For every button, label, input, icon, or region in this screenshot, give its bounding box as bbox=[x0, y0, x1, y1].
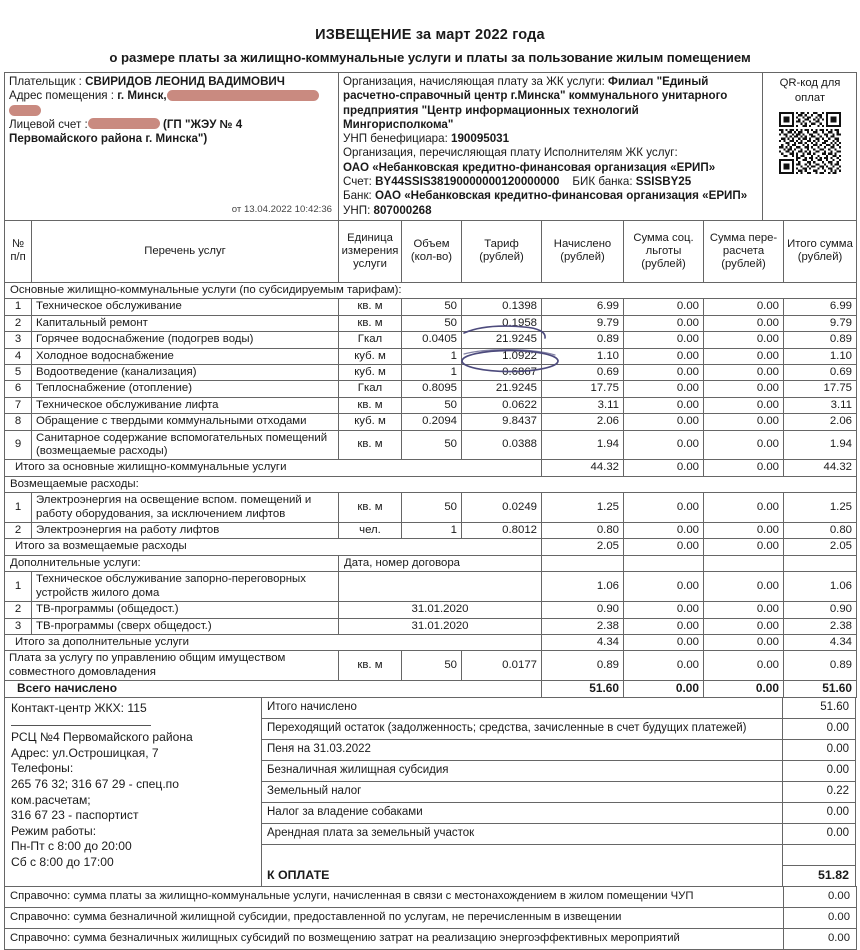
service-unit: куб. м bbox=[339, 365, 402, 381]
table-row bbox=[5, 618, 857, 634]
service-accrued: 0.69 bbox=[542, 365, 624, 381]
services-table-body bbox=[5, 282, 857, 697]
service-total: 1.94 bbox=[784, 430, 857, 460]
service-volume: 50 bbox=[402, 430, 462, 460]
service-tariff: 0.8012 bbox=[462, 523, 542, 539]
service-contract: 31.01.2020 bbox=[339, 602, 542, 618]
service-tariff: 0.0249 bbox=[462, 493, 542, 523]
subtotal-recalc: 0.00 bbox=[704, 634, 784, 650]
accruing-org-name-1: Филиал "Единый bbox=[608, 75, 709, 88]
redaction-account bbox=[88, 118, 160, 129]
service-accrued: 3.11 bbox=[542, 397, 624, 413]
row-number: 8 bbox=[5, 414, 32, 430]
col-header-service: Перечень услуг bbox=[32, 220, 339, 282]
service-unit: чел. bbox=[339, 523, 402, 539]
service-unit: кв. м bbox=[339, 315, 402, 331]
col-header-volume: Объем (кол-во) bbox=[402, 220, 462, 282]
service-recalc: 0.00 bbox=[704, 332, 784, 348]
summary-row bbox=[262, 718, 856, 739]
section-extra-label: Дополнительные услуги: bbox=[5, 555, 339, 571]
grand-total-total: 51.60 bbox=[784, 681, 857, 697]
service-name: Обращение с твердыми коммунальными отходами bbox=[32, 414, 339, 430]
service-tariff: 21.9245 bbox=[462, 381, 542, 397]
hours-line2: Сб с 8:00 до 17:00 bbox=[11, 854, 114, 869]
service-social: 0.00 bbox=[624, 348, 704, 364]
service-recalc: 0.00 bbox=[704, 315, 784, 331]
summary-value: 0.00 bbox=[783, 739, 856, 760]
subtotal-recalc: 0.00 bbox=[704, 539, 784, 555]
subtotal-total: 44.32 bbox=[784, 460, 857, 476]
bank-unp-value: 807000268 bbox=[373, 203, 432, 217]
col-header-unit: Единица измерения услуги bbox=[339, 220, 402, 282]
service-social: 0.00 bbox=[624, 332, 704, 348]
hours-line1: Пн-Пт с 8:00 до 20:00 bbox=[11, 839, 132, 854]
service-tariff: 0.1958 bbox=[462, 315, 542, 331]
subtotal-label: Итого за основные жилищно-коммунальные услуги bbox=[5, 460, 542, 476]
bank-value: ОАО «Небанковская кредитно-финансовая организация «ЕРИП» bbox=[375, 189, 748, 203]
service-social: 0.00 bbox=[624, 414, 704, 430]
service-unit: кв. м bbox=[339, 397, 402, 413]
phones-label: Телефоны: bbox=[11, 761, 74, 776]
table-row bbox=[5, 332, 857, 348]
qr-code-icon[interactable] bbox=[779, 112, 841, 174]
footnote-label: Справочно: сумма безналичных жилищных субсидий по возмещению затрат на реализацию энергоэффективных мероприятий bbox=[5, 928, 784, 949]
to-pay-value: 51.82 bbox=[783, 865, 856, 886]
subtotal-total: 4.34 bbox=[784, 634, 857, 650]
summary-label: Земельный налог bbox=[262, 781, 783, 802]
summary-row bbox=[262, 823, 856, 844]
service-name: ТВ-программы (общедост.) bbox=[32, 602, 339, 618]
service-total: 1.25 bbox=[784, 493, 857, 523]
service-total: 2.06 bbox=[784, 414, 857, 430]
service-total: 9.79 bbox=[784, 315, 857, 331]
summary-label: Безналичная жилищная субсидия bbox=[262, 760, 783, 781]
service-unit: кв. м bbox=[339, 493, 402, 523]
service-accrued: 1.94 bbox=[542, 430, 624, 460]
summary-label: Пеня на 31.03.2022 bbox=[262, 739, 783, 760]
service-total: 3.11 bbox=[784, 397, 857, 413]
row-number: 9 bbox=[5, 430, 32, 460]
summary-spacer-row bbox=[262, 844, 856, 865]
bottom-section bbox=[4, 697, 856, 887]
subtotal-accrued: 2.05 bbox=[542, 539, 624, 555]
service-name: Водоотведение (канализация) bbox=[32, 365, 339, 381]
footnote-row bbox=[5, 928, 857, 949]
table-row bbox=[5, 572, 857, 602]
row-number: 2 bbox=[5, 602, 32, 618]
col-header-recalculation: Сумма пере- расчета (рублей) bbox=[704, 220, 784, 282]
service-recalc: 0.00 bbox=[704, 381, 784, 397]
address-city: г. Минск, bbox=[117, 89, 167, 103]
service-unit: куб. м bbox=[339, 414, 402, 430]
service-total: 0.89 bbox=[784, 332, 857, 348]
summary-label: Арендная плата за земельный участок bbox=[262, 823, 783, 844]
summary-row bbox=[262, 781, 856, 802]
rsc-address: Адрес: ул.Острошицкая, 7 bbox=[11, 745, 159, 760]
accruing-org-name-4: Мингорисполкома" bbox=[343, 117, 454, 131]
account-org-line2: Первомайского района г. Минска") bbox=[9, 132, 208, 146]
transfer-org-name: ОАО «Небанковская кредитно-финансовая организация «ЕРИП» bbox=[343, 160, 716, 174]
service-social: 0.00 bbox=[624, 299, 704, 315]
service-name: Капитальный ремонт bbox=[32, 315, 339, 331]
service-recalc: 0.00 bbox=[704, 299, 784, 315]
service-total: 17.75 bbox=[784, 381, 857, 397]
qr-caption-line1: QR-код для bbox=[779, 77, 841, 89]
subtotal-label: Итого за возмещаемые расходы bbox=[5, 539, 542, 555]
hours-label: Режим работы: bbox=[11, 823, 97, 838]
service-accrued: 2.38 bbox=[542, 618, 624, 634]
service-contract: 31.01.2020 bbox=[339, 618, 542, 634]
table-row bbox=[5, 523, 857, 539]
summary-row bbox=[262, 739, 856, 760]
account-label: Лицевой счет : bbox=[9, 117, 88, 131]
service-accrued: 0.89 bbox=[542, 332, 624, 348]
service-total: 0.90 bbox=[784, 602, 857, 618]
grand-total-label: Всего начислено bbox=[5, 681, 542, 697]
service-social: 0.00 bbox=[624, 430, 704, 460]
service-volume: 50 bbox=[402, 397, 462, 413]
service-social: 0.00 bbox=[624, 572, 704, 602]
col-header-social-benefit: Сумма соц. льготы (рублей) bbox=[624, 220, 704, 282]
row-number: 6 bbox=[5, 381, 32, 397]
subtotal-label: Итого за дополнительные услуги bbox=[5, 634, 542, 650]
grand-total-row bbox=[5, 681, 857, 697]
subtotal-social: 0.00 bbox=[624, 460, 704, 476]
bic-value: SSISBY25 bbox=[635, 175, 692, 189]
service-recalc: 0.00 bbox=[704, 493, 784, 523]
bank-label: Банк: bbox=[343, 189, 372, 203]
unp-value: 190095031 bbox=[451, 132, 510, 146]
summary-label: Переходящий остаток (задолженность; средства, зачисленные в счет будущих платежей) bbox=[262, 718, 783, 739]
management-fee-accrued: 0.89 bbox=[542, 651, 624, 681]
to-pay-label: К ОПЛАТЕ bbox=[262, 865, 783, 886]
service-volume: 50 bbox=[402, 493, 462, 523]
contact-center-line: Контакт-центр ЖКХ: 115 bbox=[11, 700, 147, 715]
service-tariff: 1.0922 bbox=[462, 348, 542, 364]
table-row bbox=[5, 348, 857, 364]
section-header-extra-services bbox=[5, 555, 857, 571]
payer-label: Плательщик : bbox=[9, 75, 82, 88]
subtotal-row-extra bbox=[5, 634, 857, 650]
redaction-address-1 bbox=[167, 90, 319, 101]
service-tariff: 0.0388 bbox=[462, 430, 542, 460]
footnote-label: Справочно: сумма платы за жилищно-коммунальные услуги, начисленная в связи с местонахождением в жилом помещении ЧУП bbox=[5, 886, 784, 907]
to-pay-row bbox=[262, 865, 856, 886]
services-table bbox=[4, 220, 857, 698]
bic-label: БИК банка: bbox=[572, 175, 633, 189]
service-total: 0.69 bbox=[784, 365, 857, 381]
management-fee-recalc: 0.00 bbox=[704, 651, 784, 681]
service-total: 6.99 bbox=[784, 299, 857, 315]
table-row bbox=[5, 430, 857, 460]
row-number: 3 bbox=[5, 332, 32, 348]
grand-total-accrued: 51.60 bbox=[542, 681, 624, 697]
service-accrued: 1.25 bbox=[542, 493, 624, 523]
service-name: Техническое обслуживание лифта bbox=[32, 397, 339, 413]
service-volume: 0.0405 bbox=[402, 332, 462, 348]
subtotal-accrued: 44.32 bbox=[542, 460, 624, 476]
service-unit: куб. м bbox=[339, 348, 402, 364]
summary-row bbox=[262, 802, 856, 823]
service-total: 2.38 bbox=[784, 618, 857, 634]
subtotal-row-main bbox=[5, 460, 857, 476]
table-row bbox=[5, 315, 857, 331]
redaction-address-2 bbox=[9, 105, 41, 116]
service-accrued: 2.06 bbox=[542, 414, 624, 430]
service-recalc: 0.00 bbox=[704, 414, 784, 430]
row-number: 5 bbox=[5, 365, 32, 381]
summary-value: 0.00 bbox=[783, 718, 856, 739]
service-volume: 50 bbox=[402, 315, 462, 331]
grand-total-recalc: 0.00 bbox=[704, 681, 784, 697]
phones-line3: 316 67 23 - паспортист bbox=[11, 808, 139, 823]
service-recalc: 0.00 bbox=[704, 430, 784, 460]
summary-value: 0.00 bbox=[783, 823, 856, 844]
summary-value: 0.00 bbox=[783, 760, 856, 781]
table-row bbox=[5, 299, 857, 315]
service-social: 0.00 bbox=[624, 602, 704, 618]
service-name: Электроэнергия на работу лифтов bbox=[32, 523, 339, 539]
payer-block bbox=[5, 73, 339, 221]
service-recalc: 0.00 bbox=[704, 365, 784, 381]
service-unit: Гкал bbox=[339, 381, 402, 397]
row-number: 4 bbox=[5, 348, 32, 364]
service-name: Горячее водоснабжение (подогрев воды) bbox=[32, 332, 339, 348]
qr-caption-line2: оплат bbox=[794, 92, 826, 104]
header-info-block bbox=[4, 72, 857, 221]
col-header-number: № п/п bbox=[5, 220, 32, 282]
service-accrued: 17.75 bbox=[542, 381, 624, 397]
table-row bbox=[5, 414, 857, 430]
service-social: 0.00 bbox=[624, 493, 704, 523]
service-accrued: 0.90 bbox=[542, 602, 624, 618]
service-social: 0.00 bbox=[624, 381, 704, 397]
summary-row bbox=[262, 760, 856, 781]
contact-divider bbox=[11, 725, 151, 726]
bank-unp-label: УНП: bbox=[343, 203, 371, 217]
service-recalc: 0.00 bbox=[704, 602, 784, 618]
service-name: Электроэнергия на освещение вспом. помещений и работу оборудования, за исключением лифтов bbox=[32, 493, 339, 523]
row-number: 3 bbox=[5, 618, 32, 634]
organization-block bbox=[339, 73, 763, 221]
service-volume: 1 bbox=[402, 348, 462, 364]
accruing-org-label: Организация, начисляющая плату за ЖК услуги: bbox=[343, 75, 605, 88]
service-social: 0.00 bbox=[624, 397, 704, 413]
service-accrued: 1.10 bbox=[542, 348, 624, 364]
row-number: 2 bbox=[5, 523, 32, 539]
service-tariff: 0.0622 bbox=[462, 397, 542, 413]
accruing-org-name-3: предприятия "Центр информационных технологий bbox=[343, 103, 639, 117]
management-fee-social: 0.00 bbox=[624, 651, 704, 681]
service-name: Техническое обслуживание bbox=[32, 299, 339, 315]
service-total: 1.06 bbox=[784, 572, 857, 602]
management-fee-unit: кв. м bbox=[339, 651, 402, 681]
service-recalc: 0.00 bbox=[704, 348, 784, 364]
service-accrued: 9.79 bbox=[542, 315, 624, 331]
management-fee-tariff: 0.0177 bbox=[462, 651, 542, 681]
row-number: 2 bbox=[5, 315, 32, 331]
section-header-main-services: Основные жилищно-коммунальные услуги (по субсидируемым тарифам): bbox=[5, 282, 857, 298]
table-row bbox=[5, 493, 857, 523]
service-unit: кв. м bbox=[339, 299, 402, 315]
phones-line1: 265 76 32; 316 67 29 - спец.по bbox=[11, 776, 179, 791]
table-row bbox=[5, 365, 857, 381]
service-social: 0.00 bbox=[624, 315, 704, 331]
row-number: 1 bbox=[5, 572, 32, 602]
table-row bbox=[5, 602, 857, 618]
col-header-accrued: Начислено (рублей) bbox=[542, 220, 624, 282]
subtotal-social: 0.00 bbox=[624, 634, 704, 650]
service-social: 0.00 bbox=[624, 523, 704, 539]
bank-account-label: Счет: bbox=[343, 175, 372, 189]
account-org-line1: (ГП "ЖЭУ № 4 bbox=[162, 117, 243, 131]
subtotal-social: 0.00 bbox=[624, 539, 704, 555]
service-recalc: 0.00 bbox=[704, 572, 784, 602]
table-row bbox=[5, 381, 857, 397]
service-volume: 0.2094 bbox=[402, 414, 462, 430]
subtotal-accrued: 4.34 bbox=[542, 634, 624, 650]
payment-summary-table bbox=[261, 697, 856, 887]
service-unit: кв. м bbox=[339, 430, 402, 460]
page-title: ИЗВЕЩЕНИЕ за март 2022 года bbox=[315, 27, 545, 43]
service-tariff: 9.8437 bbox=[462, 414, 542, 430]
service-name: Холодное водоснабжение bbox=[32, 348, 339, 364]
service-tariff: 21.9245 bbox=[462, 332, 542, 348]
service-volume: 0.8095 bbox=[402, 381, 462, 397]
section-header-reimbursable: Возмещаемые расходы: bbox=[5, 476, 857, 492]
service-volume: 1 bbox=[402, 523, 462, 539]
service-unit: Гкал bbox=[339, 332, 402, 348]
summary-label: Итого начислено bbox=[262, 697, 783, 718]
service-accrued: 1.06 bbox=[542, 572, 624, 602]
service-accrued: 0.80 bbox=[542, 523, 624, 539]
footnote-label: Справочно: сумма безналичной жилищной субсидии, предоставленной по услугам, не перечисленным в извещении bbox=[5, 907, 784, 928]
management-fee-name: Плата за услугу по управлению общим имуществом совместного домовладения bbox=[5, 651, 339, 681]
service-recalc: 0.00 bbox=[704, 523, 784, 539]
service-total: 0.80 bbox=[784, 523, 857, 539]
subtotal-recalc: 0.00 bbox=[704, 460, 784, 476]
phones-line2: ком.расчетам; bbox=[11, 792, 91, 807]
service-name: Техническое обслуживание запорно-переговорных устройств жилого дома bbox=[32, 572, 339, 602]
summary-value: 0.22 bbox=[783, 781, 856, 802]
summary-value: 0.00 bbox=[783, 802, 856, 823]
bank-account-value: BY44SSIS38190000000120000000 bbox=[375, 175, 560, 189]
transfer-org-label: Организация, перечисляющая плату Исполнителям ЖК услуг: bbox=[343, 146, 678, 160]
payer-name: СВИРИДОВ ЛЕОНИД ВАДИМОВИЧ bbox=[85, 75, 285, 88]
summary-label: Налог за владение собаками bbox=[262, 802, 783, 823]
rsc-name: РСЦ №4 Первомайского района bbox=[11, 730, 193, 745]
summary-value: 51.60 bbox=[783, 697, 856, 718]
service-tariff: 0.1398 bbox=[462, 299, 542, 315]
footnote-row bbox=[5, 907, 857, 928]
table-header-row bbox=[5, 220, 857, 282]
footnote-value: 0.00 bbox=[784, 907, 857, 928]
service-social: 0.00 bbox=[624, 365, 704, 381]
service-contract bbox=[339, 572, 542, 602]
service-volume: 1 bbox=[402, 365, 462, 381]
service-name: Санитарное содержание вспомогательных помещений (возмещаемые расходы) bbox=[32, 430, 339, 460]
row-number: 1 bbox=[5, 493, 32, 523]
page-subtitle: о размере платы за жилищно-коммунальные услуги и платы за пользование жилым помещением bbox=[109, 50, 751, 65]
footnote-value: 0.00 bbox=[784, 886, 857, 907]
service-name: ТВ-программы (сверх общедост.) bbox=[32, 618, 339, 634]
management-fee-volume: 50 bbox=[402, 651, 462, 681]
table-row bbox=[5, 397, 857, 413]
row-number: 7 bbox=[5, 397, 32, 413]
service-total: 1.10 bbox=[784, 348, 857, 364]
row-number: 1 bbox=[5, 299, 32, 315]
service-tariff: 0.6867 bbox=[462, 365, 542, 381]
service-accrued: 6.99 bbox=[542, 299, 624, 315]
contact-info-block bbox=[4, 697, 262, 887]
management-fee-row bbox=[5, 651, 857, 681]
qr-block bbox=[763, 73, 857, 221]
section-extra-contract-header: Дата, номер договора bbox=[339, 555, 542, 571]
service-recalc: 0.00 bbox=[704, 397, 784, 413]
accruing-org-name-2: расчетно-справочный центр г.Минска" коммунального унитарного bbox=[343, 89, 728, 103]
col-header-total: Итого сумма (рублей) bbox=[784, 220, 857, 282]
grand-total-social: 0.00 bbox=[624, 681, 704, 697]
address-label: Адрес помещения : bbox=[9, 89, 115, 103]
footnotes-table bbox=[4, 886, 857, 950]
service-recalc: 0.00 bbox=[704, 618, 784, 634]
subtotal-row-reimbursable bbox=[5, 539, 857, 555]
service-volume: 50 bbox=[402, 299, 462, 315]
service-social: 0.00 bbox=[624, 618, 704, 634]
summary-row bbox=[262, 697, 856, 718]
service-name: Теплоснабжение (отопление) bbox=[32, 381, 339, 397]
col-header-tariff: Тариф (рублей) bbox=[462, 220, 542, 282]
unp-label: УНП бенефициара: bbox=[343, 132, 448, 146]
management-fee-total: 0.89 bbox=[784, 651, 857, 681]
print-timestamp: от 13.04.2022 10:42:36 bbox=[231, 203, 332, 215]
footnote-value: 0.00 bbox=[784, 928, 857, 949]
subtotal-total: 2.05 bbox=[784, 539, 857, 555]
